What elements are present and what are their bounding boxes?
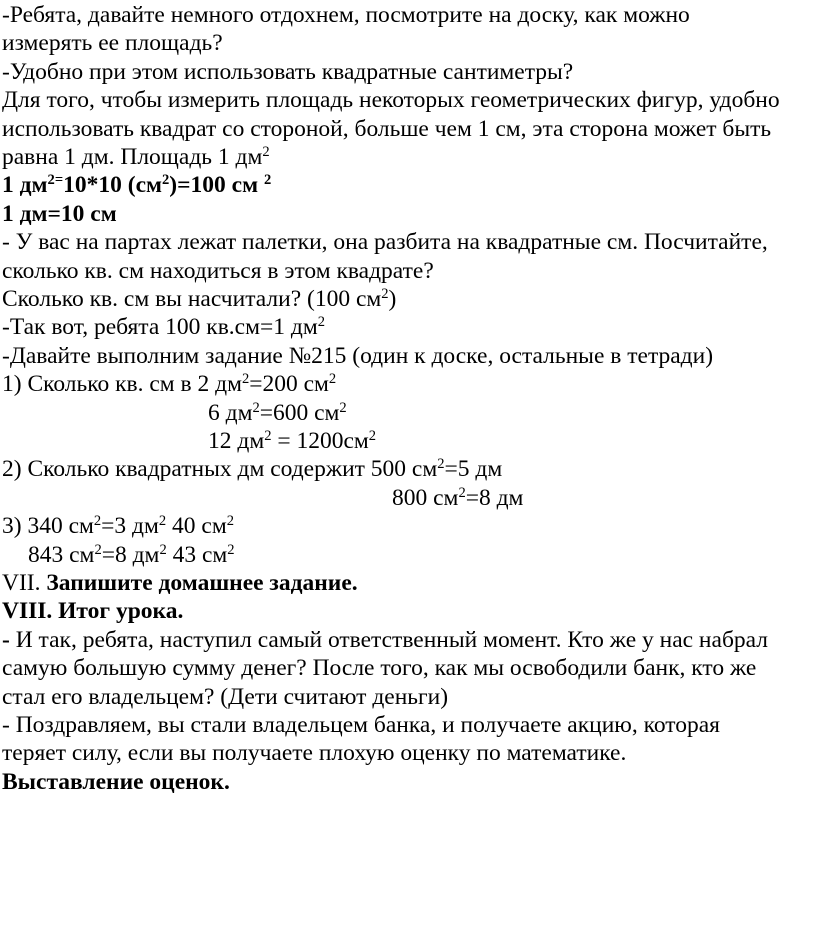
superscript: 2 bbox=[263, 172, 272, 189]
text-line bbox=[2, 768, 230, 796]
text-run: =8 дм bbox=[465, 484, 524, 511]
text-line bbox=[2, 115, 771, 143]
text-run: = 1200см bbox=[271, 428, 369, 454]
text-line bbox=[2, 399, 347, 427]
text-run: 1) Сколько кв. см в 2 дм bbox=[2, 371, 242, 398]
superscript: 2 bbox=[159, 541, 167, 558]
text-line bbox=[2, 427, 376, 455]
text-run: равна 1 дм. Площадь 1 дм bbox=[2, 144, 263, 170]
text-run: измерять ее площадь? bbox=[2, 30, 223, 57]
text-line bbox=[2, 257, 434, 285]
superscript: 2 bbox=[339, 399, 347, 416]
superscript: 2 bbox=[227, 541, 235, 558]
text-run: сколько кв. см находиться в этом квадрате? bbox=[2, 257, 434, 284]
text-run: - Поздравляем, вы стали владельцем банка, и получаете акцию, которая bbox=[2, 712, 720, 738]
text-run: стал его владельцем? (Дети считают деньги) bbox=[2, 683, 449, 710]
text-run: -Удобно при этом использовать квадратные сантиметры? bbox=[2, 58, 574, 85]
text-run: 40 см bbox=[166, 513, 227, 540]
superscript: 2 bbox=[158, 513, 167, 530]
text-run: И так, ребята, наступил самый ответственный момент. Кто же у нас набрал bbox=[15, 626, 769, 653]
text-run: VIII. Итог урока. bbox=[2, 598, 184, 625]
text-run: Запишите домашнее задание. bbox=[46, 570, 358, 596]
text-run: =8 дм bbox=[101, 541, 160, 568]
superscript: 2 bbox=[317, 314, 325, 331]
text-run: 1 дм bbox=[2, 172, 48, 199]
superscript: 2 bbox=[162, 172, 170, 189]
text-line bbox=[2, 370, 336, 398]
text-run: Сколько кв. см вы насчитали? (100 см bbox=[2, 286, 382, 312]
text-line bbox=[2, 58, 573, 86]
text-line bbox=[2, 455, 502, 483]
text-line bbox=[2, 597, 183, 625]
text-run: - bbox=[2, 626, 16, 653]
text-line bbox=[2, 143, 270, 171]
superscript: 2 bbox=[437, 456, 445, 473]
text-line bbox=[2, 200, 117, 228]
text-run: 843 см bbox=[28, 541, 95, 568]
text-line bbox=[2, 512, 234, 540]
text-line bbox=[2, 569, 358, 597]
text-line bbox=[2, 654, 756, 682]
text-line bbox=[2, 683, 448, 711]
superscript: 2 bbox=[226, 513, 235, 530]
text-run: 800 см bbox=[392, 484, 459, 511]
text-line bbox=[2, 626, 768, 654]
text-run: 6 дм bbox=[208, 399, 253, 426]
text-line bbox=[2, 1, 690, 29]
text-run: -Ребята, давайте немного отдохнем, посмотрите на доску, как можно bbox=[2, 2, 690, 28]
text-line bbox=[2, 285, 396, 313]
superscript: 2 bbox=[264, 428, 272, 444]
text-run: =200 см bbox=[249, 371, 329, 398]
text-run: =3 дм bbox=[101, 513, 159, 540]
text-line bbox=[2, 484, 523, 512]
text-line bbox=[2, 171, 271, 199]
text-run: -Давайте выполним задание №215 (один к доске, остальные в тетради) bbox=[2, 342, 714, 369]
text-run: =600 см bbox=[259, 399, 340, 426]
text-run: VII. bbox=[2, 570, 47, 596]
text-run: 43 см bbox=[166, 541, 228, 568]
text-run: ) bbox=[388, 286, 397, 312]
text-run: 12 дм bbox=[208, 428, 265, 454]
superscript: 2 bbox=[381, 286, 389, 302]
text-line bbox=[2, 739, 626, 767]
text-line bbox=[2, 228, 768, 256]
text-run: Выставление оценок. bbox=[2, 768, 230, 795]
text-line bbox=[2, 29, 223, 57]
text-run: =5 дм bbox=[444, 456, 503, 483]
text-line bbox=[2, 342, 713, 370]
text-run: теряет силу, если вы получаете плохую оценку по математике. bbox=[2, 740, 627, 767]
superscript: 2= bbox=[47, 172, 64, 189]
text-run: - У вас на партах лежат палетки, она разбита на квадратные см. Посчитайте, bbox=[2, 229, 768, 256]
superscript: 2 bbox=[241, 371, 250, 388]
text-run: Для того, чтобы измерить площадь некоторых геометрических фигур, удобно bbox=[2, 87, 780, 114]
text-run: 3) 340 см bbox=[2, 513, 94, 540]
superscript: 2 bbox=[94, 541, 102, 558]
superscript: 2 bbox=[368, 428, 377, 444]
text-line bbox=[2, 711, 720, 739]
text-run: использовать квадрат со стороной, больше чем 1 см, эта сторона может быть bbox=[2, 115, 772, 142]
text-line bbox=[2, 86, 780, 114]
text-run: )=100 см bbox=[169, 172, 264, 199]
text-line bbox=[2, 313, 325, 341]
text-line bbox=[2, 541, 235, 569]
superscript: 2 bbox=[328, 371, 337, 388]
text-run: самую большую сумму денег? После того, как мы освободили банк, кто же bbox=[2, 655, 757, 682]
text-run: 1 дм=10 см bbox=[2, 200, 117, 227]
superscript: 2 bbox=[252, 399, 260, 416]
superscript: 2 bbox=[458, 484, 466, 501]
text-run: 2) Сколько квадратных дм содержит 500 см bbox=[2, 456, 438, 483]
superscript: 2 bbox=[93, 513, 102, 530]
text-run: 10*10 (см bbox=[63, 172, 163, 199]
superscript: 2 bbox=[262, 144, 270, 160]
text-run: -Так вот, ребята 100 кв.см=1 дм bbox=[2, 314, 318, 341]
